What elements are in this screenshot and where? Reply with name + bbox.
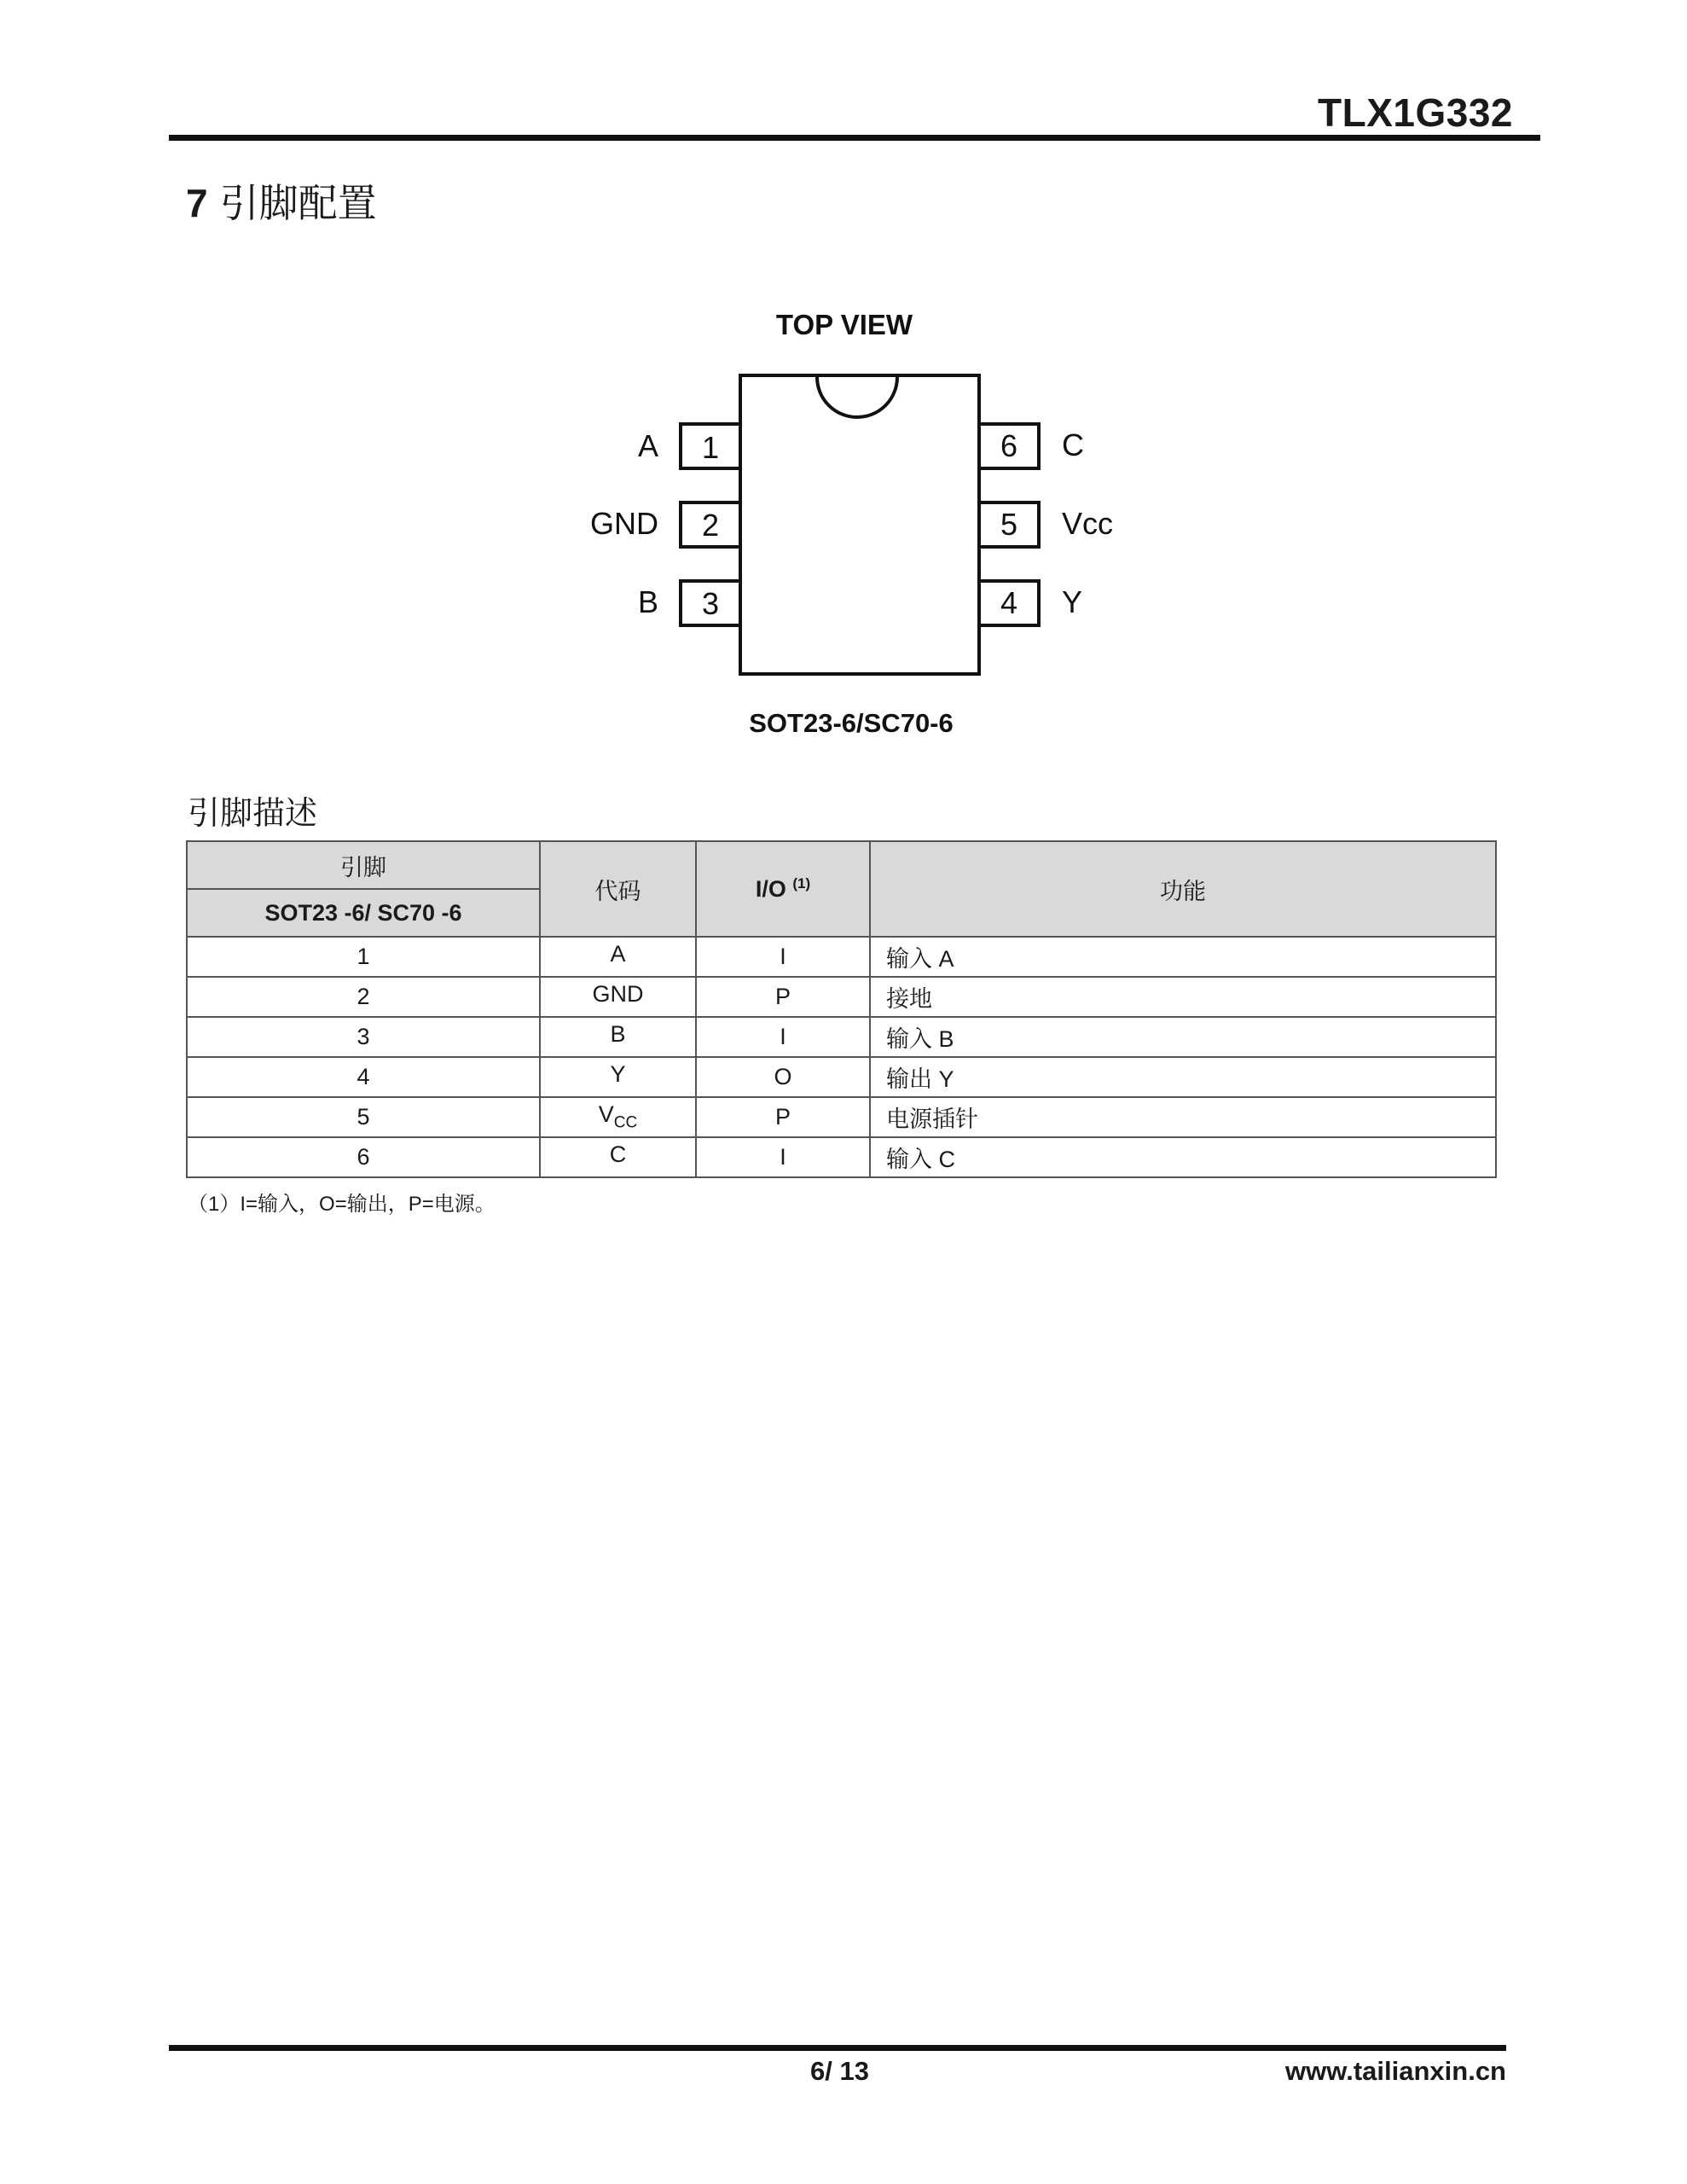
pin-number-4: 4: [1000, 585, 1018, 620]
table-row: [187, 1057, 1496, 1097]
cell-code-text: Y: [610, 1061, 626, 1088]
header-io-text: I/O: [755, 876, 786, 902]
cell-code: [540, 1097, 696, 1137]
pin-number-3: 3: [701, 586, 720, 621]
cell-pin: 6: [187, 1137, 540, 1177]
cell-code: [540, 1137, 696, 1177]
pin-description-table: [186, 840, 1497, 1178]
cell-pin: 1: [187, 937, 540, 977]
footer-rule: [169, 2045, 1506, 2051]
chip-body: [740, 375, 979, 674]
pin-number-2: 2: [701, 508, 720, 543]
cell-pin: 2: [187, 977, 540, 1017]
cell-function: 输入 A: [870, 937, 1496, 977]
cell-code-sub: CC: [613, 1113, 638, 1132]
section-number: 7: [186, 181, 208, 225]
header-rule: [169, 135, 1540, 141]
cell-function: 接地: [870, 977, 1496, 1017]
cell-io: P: [696, 977, 870, 1017]
cell-code: [540, 1017, 696, 1057]
header-function: 功能: [870, 841, 1496, 937]
table-row: [187, 937, 1496, 977]
section-title-text: 引脚配置: [219, 181, 377, 225]
cell-pin: 4: [187, 1057, 540, 1097]
table-footnote: （1）I=输入，O=输出，P=电源。: [188, 1193, 496, 1216]
cell-code: [540, 977, 696, 1017]
page-number: 6/ 13: [810, 2056, 869, 2086]
pinout-diagram: [563, 307, 1126, 751]
pin-number-6: 6: [1000, 428, 1018, 463]
cell-io: I: [696, 1137, 870, 1177]
header-code: 代码: [540, 841, 696, 937]
pin-name-6: C: [1062, 427, 1084, 462]
cell-io: I: [696, 1017, 870, 1057]
pin-name-4: Y: [1062, 584, 1083, 619]
cell-function: 输出 Y: [870, 1057, 1496, 1097]
pin-name-3: B: [637, 584, 658, 619]
pin-name-5: Vcc: [1062, 506, 1114, 541]
website-link[interactable]: www.tailianxin.cn: [1285, 2056, 1506, 2086]
cell-pin: 3: [187, 1017, 540, 1057]
header-pin-package: SOT23 -6/ SC70 -6: [187, 889, 540, 937]
pin-number-1: 1: [701, 430, 720, 465]
table-row: [187, 1017, 1496, 1057]
cell-code: [540, 937, 696, 977]
top-view-label: TOP VIEW: [775, 309, 913, 340]
cell-io: O: [696, 1057, 870, 1097]
cell-io: P: [696, 1097, 870, 1137]
cell-function: 输入 C: [870, 1137, 1496, 1177]
header-pin-group: 引脚: [187, 841, 540, 889]
section-title: [186, 172, 377, 229]
cell-code: [540, 1057, 696, 1097]
cell-code-text: A: [610, 941, 626, 967]
header-io-note: (1): [792, 875, 811, 892]
cell-code-text: C: [609, 1141, 627, 1168]
pin-name-1: A: [637, 428, 658, 463]
cell-pin: 5: [187, 1097, 540, 1137]
pin-number-5: 5: [1000, 507, 1018, 542]
table-row: [187, 1137, 1496, 1177]
cell-function: 电源插针: [870, 1097, 1496, 1137]
header-io: [696, 841, 870, 937]
pin-table-heading: 引脚描述: [188, 796, 318, 832]
table-row: [187, 977, 1496, 1017]
cell-function: 输入 B: [870, 1017, 1496, 1057]
pin-name-2: GND: [590, 506, 658, 541]
cell-code-text: V: [598, 1101, 614, 1128]
cell-io: I: [696, 937, 870, 977]
package-label: SOT23-6/SC70-6: [749, 708, 954, 738]
table-row: [187, 1097, 1496, 1137]
cell-code-text: GND: [592, 981, 644, 1008]
cell-code-text: B: [610, 1021, 626, 1048]
document-code: TLX1G332: [1318, 90, 1513, 135]
